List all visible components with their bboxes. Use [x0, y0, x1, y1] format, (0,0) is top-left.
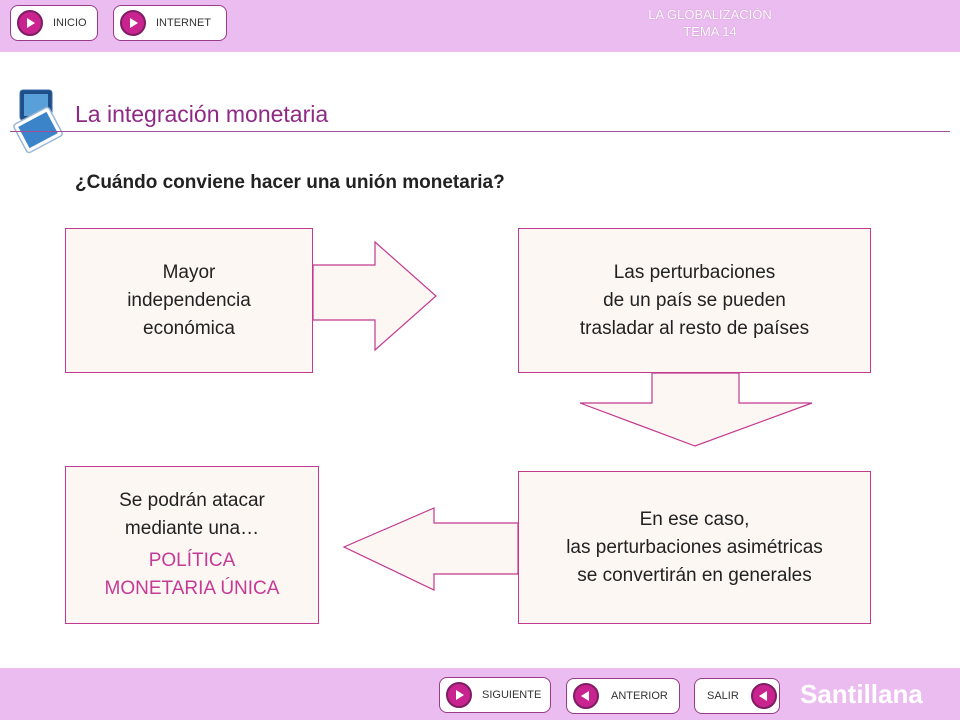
santillana-logo: Santillana	[800, 679, 923, 709]
title-divider	[10, 131, 950, 132]
monitor-logo-icon	[12, 88, 64, 161]
play-left-icon	[751, 683, 777, 709]
siguiente-label: SIGUIENTE	[482, 689, 542, 701]
box3-line3: se convertirán en generales	[577, 564, 812, 586]
siguiente-button[interactable]	[439, 677, 551, 713]
question-heading: ¿Cuándo conviene hacer una unión monetaria?	[75, 172, 505, 193]
chapter-title-line1: LA GLOBALIZACIÓN	[648, 7, 772, 22]
arrow-down-shape	[580, 373, 812, 446]
box2-line1: Las perturbaciones	[613, 261, 776, 283]
box-perturbaciones-asimetricas	[518, 471, 871, 624]
box4-highlight2: MONETARIA ÚNICA	[104, 578, 280, 599]
box2-line3: trasladar al resto de países	[579, 317, 810, 339]
internet-button[interactable]	[113, 5, 227, 41]
box-mayor-independencia	[65, 228, 313, 373]
box3-line2: las perturbaciones asimétricas	[566, 536, 823, 558]
inicio-button[interactable]	[10, 5, 98, 41]
anterior-button[interactable]	[566, 678, 680, 714]
box4-line2: mediante una…	[124, 518, 260, 539]
page-title: La integración monetaria	[75, 101, 329, 127]
inicio-label: INICIO	[53, 17, 87, 29]
chapter-title-line2: TEMA 14	[683, 24, 737, 39]
salir-label: SALIR	[707, 690, 739, 702]
box1-line3: económica	[143, 317, 235, 339]
box4-line1: Se podrán atacar	[119, 490, 265, 511]
arrow-right-shape	[313, 242, 436, 350]
arrow-left-shape	[344, 508, 518, 590]
box4-highlight1: POLÍTICA	[148, 550, 236, 571]
box1-line1: Mayor	[162, 261, 216, 283]
play-left-icon	[573, 683, 599, 709]
box2-line2: de un país se pueden	[603, 289, 786, 311]
chapter-title	[560, 6, 860, 40]
anterior-label: ANTERIOR	[611, 690, 668, 702]
play-right-icon	[17, 10, 43, 36]
box-perturbaciones	[518, 228, 871, 373]
box1-line2: independencia	[127, 289, 251, 311]
play-right-icon	[446, 682, 472, 708]
play-right-icon	[120, 10, 146, 36]
internet-label: INTERNET	[156, 17, 211, 29]
box3-line1: En ese caso,	[639, 508, 750, 530]
box-politica-monetaria	[65, 466, 319, 624]
salir-button[interactable]	[694, 678, 780, 714]
